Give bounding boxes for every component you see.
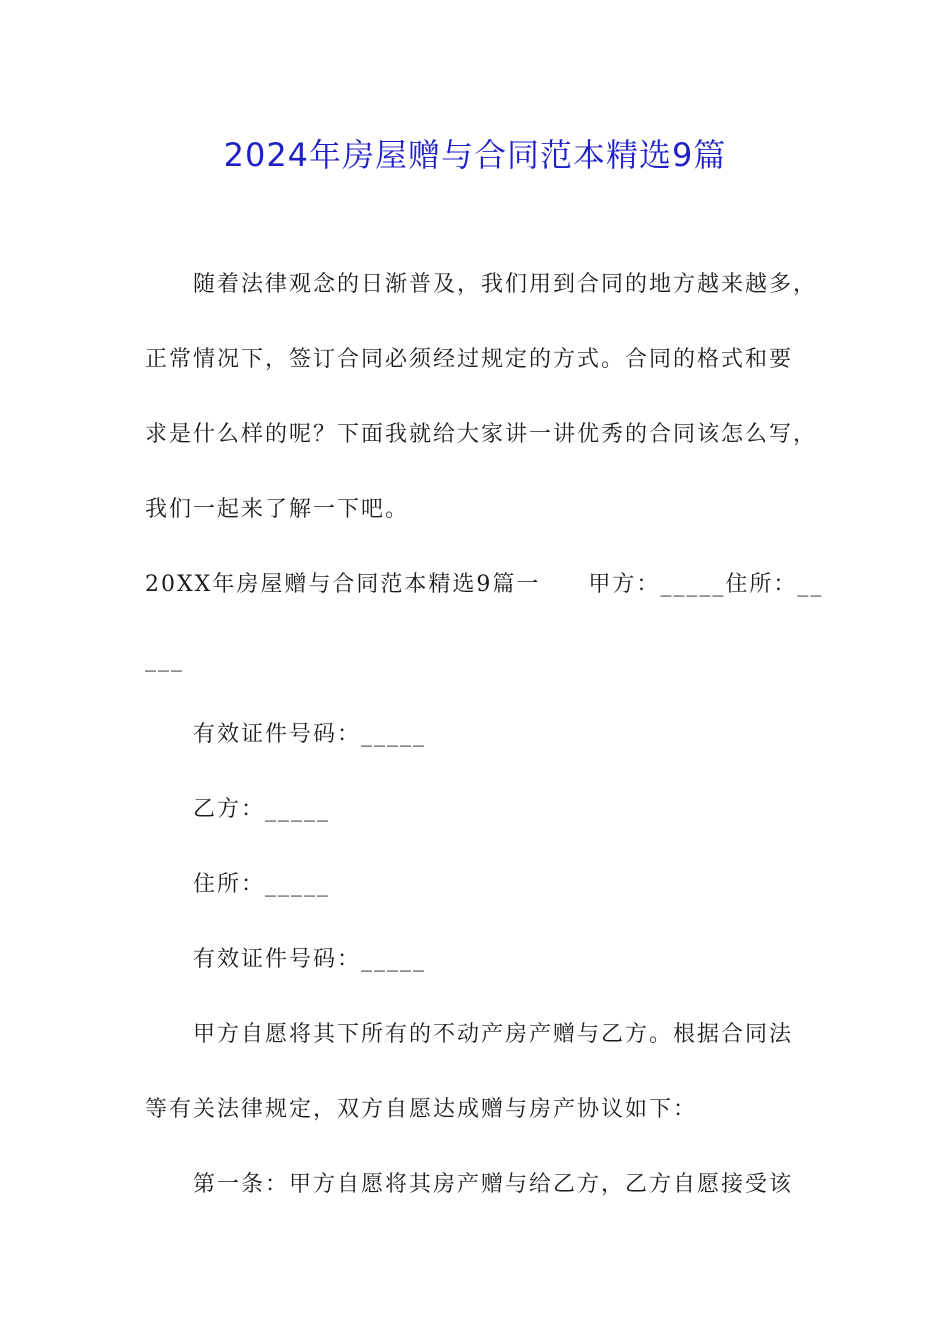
paragraph-line: 随着法律观念的日渐普及，我们用到合同的地方越来越多， — [193, 272, 818, 297]
paragraph-line: 第一条：甲方自愿将其房产赠与给乙方，乙方自愿接受该 — [193, 1172, 794, 1197]
paragraph-line: ___ — [145, 647, 184, 672]
paragraph-line: 我们一起来了解一下吧。 — [145, 497, 410, 522]
form-field-line: 有效证件号码：_____ — [193, 947, 427, 972]
form-field-line: 乙方：_____ — [193, 797, 331, 822]
document-title: 2024年房屋赠与合同范本精选9篇 — [223, 136, 727, 174]
section-heading-line: 20XX年房屋赠与合同范本精选9篇一 甲方：_____住所：__ — [145, 572, 824, 597]
paragraph-line: 正常情况下，签订合同必须经过规定的方式。合同的格式和要 — [145, 347, 794, 372]
paragraph-line: 求是什么样的呢？下面我就给大家讲一讲优秀的合同该怎么写， — [145, 422, 818, 447]
paragraph-line: 甲方自愿将其下所有的不动产房产赠与乙方。根据合同法 — [193, 1022, 794, 1047]
paragraph-line: 等有关法律规定，双方自愿达成赠与房产协议如下： — [145, 1097, 698, 1122]
form-field-line: 有效证件号码：_____ — [193, 722, 427, 747]
form-field-line: 住所：_____ — [193, 872, 331, 897]
